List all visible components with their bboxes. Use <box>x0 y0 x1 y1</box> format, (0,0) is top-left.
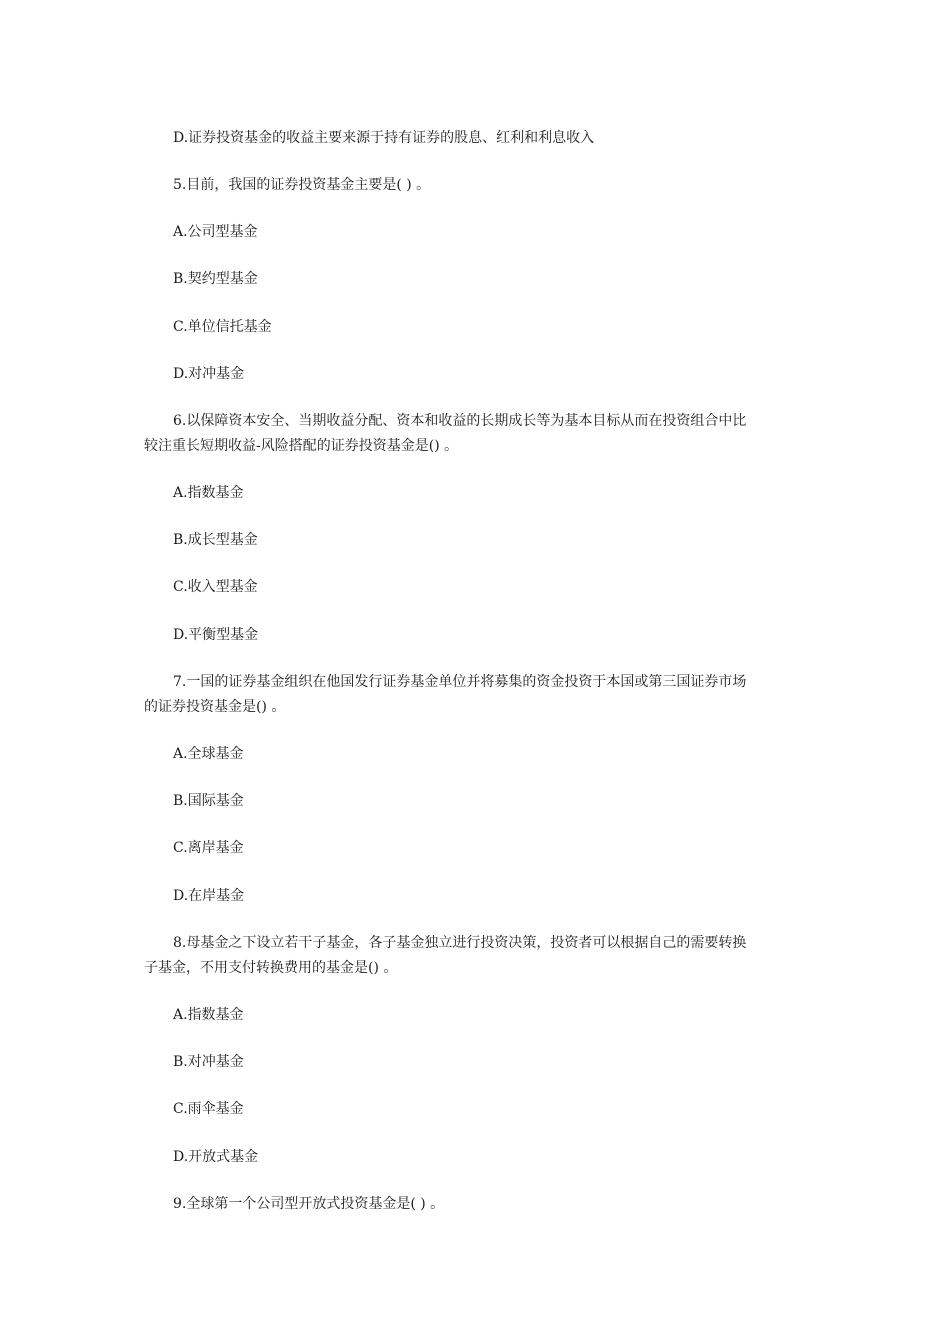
q7-stem-line2: 的证券投资基金是() 。 <box>144 699 286 715</box>
q8-option-b: B.对冲基金 <box>173 1054 244 1070</box>
q6-stem-line2: 较注重长短期收益-风险搭配的证券投资基金是() 。 <box>144 438 459 454</box>
q7-stem-line1: 7.一国的证券基金组织在他国发行证券基金单位并将募集的资金投资于本国或第三国证券市场 <box>173 674 747 690</box>
q6-option-a: A.指数基金 <box>173 485 244 501</box>
q8-option-d: D.开放式基金 <box>173 1149 259 1165</box>
q8-option-a: A.指数基金 <box>173 1007 244 1023</box>
q5-option-a: A.公司型基金 <box>173 224 258 240</box>
q8-option-c: C.雨伞基金 <box>173 1101 244 1117</box>
q5-option-d: D.对冲基金 <box>173 366 245 382</box>
q7-option-c: C.离岸基金 <box>173 840 244 856</box>
q7-option-b: B.国际基金 <box>173 793 244 809</box>
q6-option-d: D.平衡型基金 <box>173 627 259 643</box>
q8-stem-line2: 子基金，不用支付转换费用的基金是() 。 <box>144 960 398 976</box>
q7-option-a: A.全球基金 <box>173 746 244 762</box>
q8-stem-line1: 8.母基金之下设立若干子基金，各子基金独立进行投资决策，投资者可以根据自己的需要转换 <box>173 935 747 951</box>
q5-stem: 5.目前，我国的证券投资基金主要是( ) 。 <box>173 177 431 193</box>
q6-option-b: B.成长型基金 <box>173 532 258 548</box>
q5-option-b: B.契约型基金 <box>173 271 258 287</box>
q7-option-d: D.在岸基金 <box>173 888 245 904</box>
q5-option-c: C.单位信托基金 <box>173 319 272 335</box>
q9-stem: 9.全球第一个公司型开放式投资基金是( ) 。 <box>173 1196 445 1212</box>
q6-stem-line1: 6.以保障资本安全、当期收益分配、资本和收益的长期成长等为基本目标从而在投资组合中比 <box>173 413 747 429</box>
q4-option-d: D.证券投资基金的收益主要来源于持有证券的股息、红利和利息收入 <box>173 130 595 146</box>
q6-option-c: C.收入型基金 <box>173 579 258 595</box>
